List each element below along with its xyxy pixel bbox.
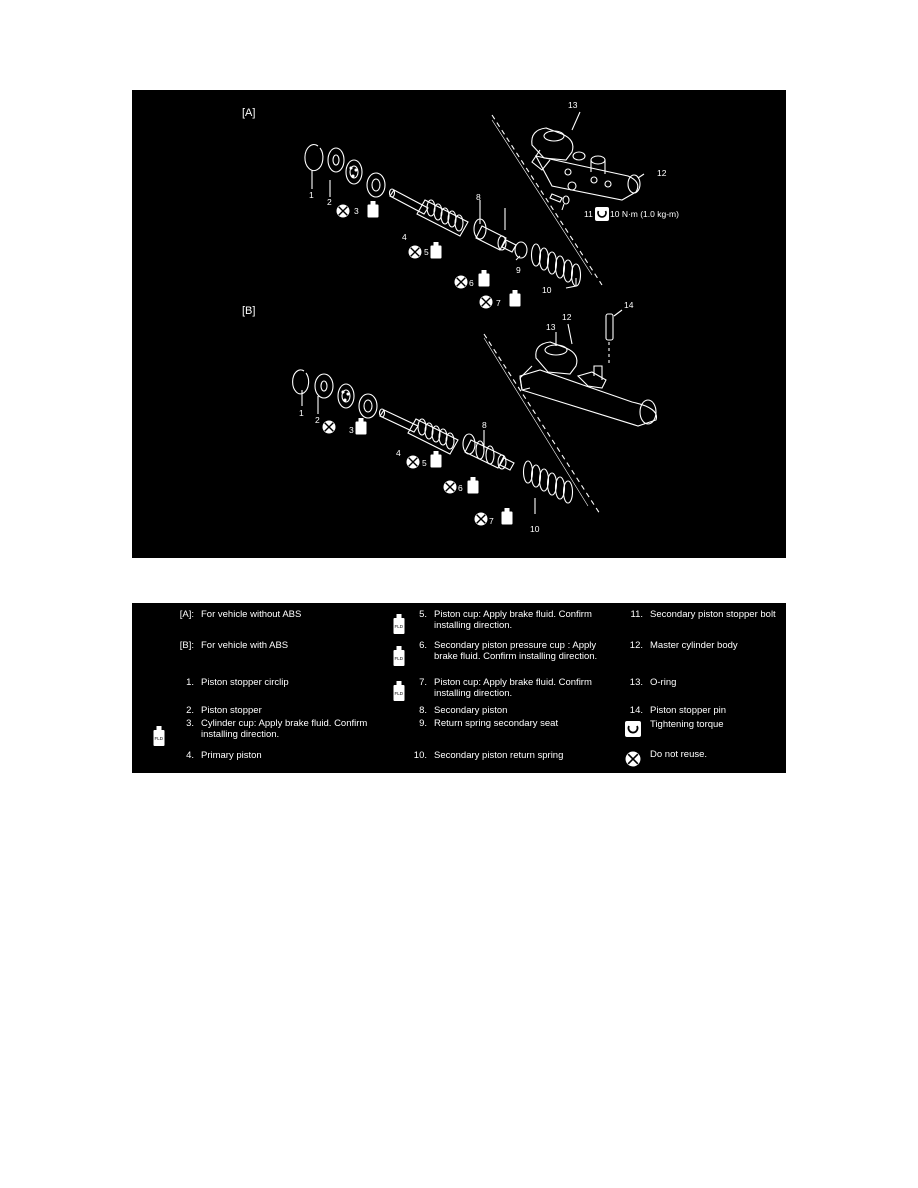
legend-item-6: 6. Secondary piston pressure cup : Apply brake fluid. Confirm installing direction. xyxy=(419,640,598,662)
no-reuse-icon xyxy=(409,246,422,259)
callout-a-5: 5 xyxy=(424,247,429,257)
legend-item-tightening-torque: Tightening torque xyxy=(650,719,724,730)
fluid-icon xyxy=(392,645,406,667)
legend-item-do-not-reuse: Do not reuse. xyxy=(650,749,708,760)
part-b-cylinder-cup xyxy=(338,384,354,408)
part-a-return-spring xyxy=(532,244,581,286)
part-b-stopper-pin xyxy=(606,314,613,366)
legend-item-7: 7. Piston cup: Apply brake fluid. Confirm installing direction. xyxy=(419,677,592,699)
legend-item-12: 12. Master cylinder body xyxy=(629,640,738,651)
callout-b-13: 13 xyxy=(546,322,556,332)
fluid-icon xyxy=(502,508,513,525)
fluid-icon xyxy=(152,725,166,747)
callout-a-7: 7 xyxy=(496,298,501,308)
no-reuse-icon xyxy=(444,481,457,494)
callout-b-14: 14 xyxy=(624,300,634,310)
callout-a-1: 1 xyxy=(309,190,314,200)
callout-a-8: 8 xyxy=(476,192,481,202)
no-reuse-icon xyxy=(323,421,336,434)
svg-text:FLD: FLD xyxy=(394,691,404,696)
part-b-circlip xyxy=(293,370,309,394)
part-a-primary-piston xyxy=(390,190,428,214)
section-label-b: [B] xyxy=(242,305,256,317)
svg-text:FLD: FLD xyxy=(356,427,365,432)
legend-item-9: 9. Return spring secondary seat xyxy=(419,718,559,729)
assembly-a xyxy=(305,112,644,288)
legend-item-3: 3. Cylinder cup: Apply brake fluid. Confirm installing direction. xyxy=(186,718,368,740)
callout-b-6: 6 xyxy=(458,483,463,493)
callout-b-8: 8 xyxy=(482,420,487,430)
part-a-stopper-bolt xyxy=(550,182,576,204)
exploded-view-diagram xyxy=(132,90,786,558)
torque-icon xyxy=(595,207,609,221)
legend-item-2: 2. Piston stopper xyxy=(186,705,262,716)
part-b-piston-stopper xyxy=(315,374,333,398)
callout-a-3: 3 xyxy=(354,206,359,216)
no-reuse-icon xyxy=(337,205,350,218)
fluid-icon xyxy=(479,270,490,287)
legend-item-10: 10. Secondary piston return spring xyxy=(413,750,564,761)
fluid-icon xyxy=(468,477,479,494)
svg-text:FLD: FLD xyxy=(510,299,519,304)
callout-b-2: 2 xyxy=(315,415,320,425)
callout-a-2: 2 xyxy=(327,197,332,207)
callout-a-6: 6 xyxy=(469,278,474,288)
callout-b-10: 10 xyxy=(530,524,540,534)
fluid-icon xyxy=(392,613,406,635)
callout-a-13: 13 xyxy=(568,100,578,110)
svg-text:FLD: FLD xyxy=(502,517,511,522)
callout-b-12: 12 xyxy=(562,312,572,322)
legend-item-8: 8. Secondary piston xyxy=(419,705,508,716)
legend-item-section-a: [A]: For vehicle without ABS xyxy=(179,609,302,620)
callout-a-4: 4 xyxy=(402,232,407,242)
svg-text:FLD: FLD xyxy=(431,460,440,465)
part-a-washer xyxy=(367,173,385,197)
svg-text:FLD: FLD xyxy=(431,251,440,256)
part-b-washer xyxy=(359,394,377,418)
svg-text:FLD: FLD xyxy=(468,486,477,491)
callout-b-3: 3 xyxy=(349,425,354,435)
legend-item-1: 1. Piston stopper circlip xyxy=(186,677,289,688)
no-reuse-icon xyxy=(480,296,493,309)
callout-a-11: 11 xyxy=(584,209,593,219)
svg-text:FLD: FLD xyxy=(394,624,404,629)
legend-item-section-b: [B]: For vehicle with ABS xyxy=(179,640,289,651)
fluid-icon xyxy=(392,680,406,702)
part-a-circlip xyxy=(305,145,323,171)
part-a-cylinder-cup xyxy=(346,160,362,184)
fluid-icon xyxy=(431,451,442,468)
part-a-spring-seat xyxy=(515,242,527,258)
fluid-icon xyxy=(431,242,442,259)
legend-item-4: 4. Primary piston xyxy=(186,750,262,761)
part-b-master-cylinder xyxy=(520,342,657,426)
no-reuse-icon xyxy=(475,513,488,526)
no-reuse-icon xyxy=(407,456,420,469)
svg-text:FLD: FLD xyxy=(154,736,164,741)
svg-text:FLD: FLD xyxy=(394,656,404,661)
callouts-a xyxy=(309,100,679,308)
callout-b-5: 5 xyxy=(422,458,427,468)
fluid-icon xyxy=(510,290,521,307)
part-a-piston-stopper xyxy=(328,148,344,172)
legend-item-5: 5. Piston cup: Apply brake fluid. Confirm installing direction. xyxy=(419,609,592,631)
callout-a-10: 10 xyxy=(542,285,552,295)
torque-icon xyxy=(625,721,641,737)
callout-a-12: 12 xyxy=(657,168,667,178)
section-label-a: [A] xyxy=(242,107,256,119)
torque-spec: 10 N·m (1.0 kg-m) xyxy=(610,209,679,219)
part-b-primary-piston xyxy=(380,410,418,432)
fluid-icon xyxy=(356,418,367,435)
no-reuse-icon xyxy=(625,751,641,767)
callout-b-1: 1 xyxy=(299,408,304,418)
svg-text:FLD: FLD xyxy=(479,279,488,284)
no-reuse-icon xyxy=(455,276,468,289)
legend-item-14: 14. Piston stopper pin xyxy=(629,705,727,716)
callout-b-7: 7 xyxy=(489,516,494,526)
parts-legend xyxy=(132,603,786,773)
callout-a-9: 9 xyxy=(516,265,521,275)
diagram-canvas xyxy=(132,90,786,558)
legend-item-11: 11. Secondary piston stopper bolt xyxy=(630,609,776,620)
part-a-master-cylinder xyxy=(532,128,640,200)
part-b-return-spring xyxy=(524,461,573,503)
callout-b-4: 4 xyxy=(396,448,401,458)
svg-text:FLD: FLD xyxy=(368,210,377,215)
legend-item-13: 13. O-ring xyxy=(629,677,677,688)
fluid-icon xyxy=(368,201,379,218)
